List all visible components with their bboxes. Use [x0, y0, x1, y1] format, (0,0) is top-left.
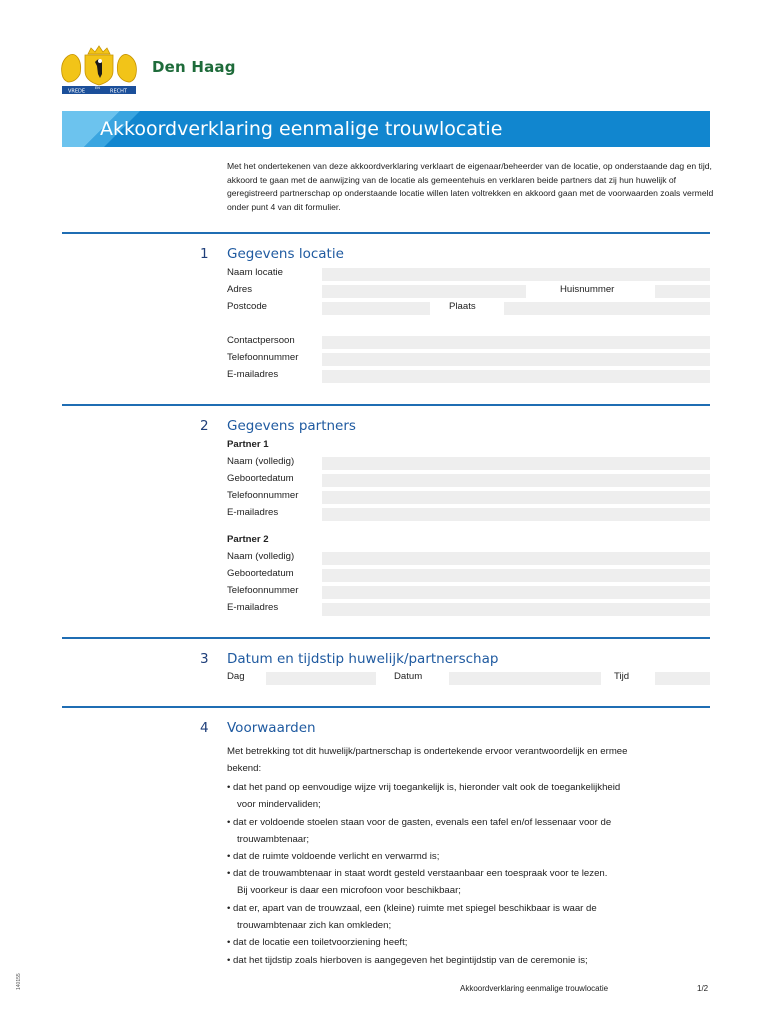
plaats-field[interactable] [504, 302, 710, 315]
partner-1-emailadres-label: E-mailadres [227, 507, 279, 518]
plaats-label: Plaats [449, 301, 476, 312]
tijd-label: Tijd [614, 671, 630, 682]
emailadres-field[interactable] [322, 370, 710, 383]
partner-1-telefoonnummer-field[interactable] [322, 491, 710, 504]
emailadres-label: E-mailadres [227, 369, 279, 380]
voorwaarde-4-cont: Bij voorkeur is daar een microfoon voor beschikbaar; [237, 885, 461, 896]
telefoonnummer-label: Telefoonnummer [227, 352, 299, 363]
telefoonnummer-field[interactable] [322, 353, 710, 366]
brand-name: Den Haag [152, 58, 236, 76]
partner-2-naam-field[interactable] [322, 552, 710, 565]
contactpersoon-label: Contactpersoon [227, 335, 295, 346]
voorwaarde-6: • dat de locatie een toiletvoorziening heeft; [227, 937, 408, 948]
dag-field[interactable] [266, 672, 376, 685]
intro-paragraph: Met het ondertekenen van deze akkoordverklaring verklaart de eigenaar/beheerder van de locatie, op onderstaande dag en tijd, akkoord te gaan met de aanwijzing van de locatie als gemeentehuis en verklaren beide partners dat zij hun huwelijk of geregistreerd partnerschap op onderstaande locatie willen laten voltrekken en akkoord gaan met de voorwaarden zoals vermeld onder punt 4 van dit formulier. [227, 161, 714, 212]
voorwaarde-7: • dat het tijdstip zoals hierboven is aangegeven het begintijdstip van de ceremonie is; [227, 955, 588, 966]
section-divider [62, 232, 710, 234]
partner-1-emailadres-field[interactable] [322, 508, 710, 521]
page-title: Akkoordverklaring eenmalige trouwlocatie [100, 118, 503, 140]
partner-2-geboortedatum-label: Geboortedatum [227, 568, 294, 579]
voorwaarden-intro-line-2: bekend: [227, 763, 262, 774]
section-3-title: Datum en tijdstip huwelijk/partnerschap [227, 651, 499, 667]
partner-2-geboortedatum-field[interactable] [322, 569, 710, 582]
voorwaarde-2-cont: trouwambtenaar; [237, 834, 309, 845]
logo-motto-recht: RECHT [110, 88, 127, 95]
voorwaarde-1-cont: voor mindervaliden; [237, 799, 321, 810]
den-haag-coat-of-arms-logo [58, 44, 140, 96]
huisnummer-field[interactable] [655, 285, 710, 298]
section-3-number: 3 [200, 651, 209, 667]
voorwaarde-5: • dat er, apart van de trouwzaal, een (kleine) ruimte met spiegel beschikbaar is waar de [227, 903, 597, 914]
document-number: 140155 [16, 973, 22, 990]
partner-1-naam-label: Naam (volledig) [227, 456, 295, 467]
voorwaarde-1: • dat het pand op eenvoudige wijze vrij toegankelijk is, hieronder valt ook de toegankelijkheid [227, 782, 621, 793]
voorwaarden-intro-line-1: Met betrekking tot dit huwelijk/partnerschap is ondertekende ervoor verantwoordelijk en ermee [227, 746, 628, 757]
voorwaarde-5-cont: trouwambtenaar zich kan omkleden; [237, 920, 392, 931]
section-4-number: 4 [200, 720, 209, 736]
datum-field[interactable] [449, 672, 601, 685]
partner-1-geboortedatum-field[interactable] [322, 474, 710, 487]
dag-label: Dag [227, 671, 245, 682]
partner-2-emailadres-label: E-mailadres [227, 602, 279, 613]
huisnummer-label: Huisnummer [560, 284, 615, 295]
naam-locatie-label: Naam locatie [227, 267, 283, 278]
partner-1-naam-field[interactable] [322, 457, 710, 470]
section-1-number: 1 [200, 246, 209, 262]
adres-field[interactable] [322, 285, 526, 298]
contactpersoon-field[interactable] [322, 336, 710, 349]
voorwaarde-3: • dat de ruimte voldoende verlicht en verwarmd is; [227, 851, 440, 862]
title-banner [62, 111, 710, 147]
section-1-title: Gegevens locatie [227, 246, 344, 262]
partner-1-telefoonnummer-label: Telefoonnummer [227, 490, 299, 501]
naam-locatie-field[interactable] [322, 268, 710, 281]
partner-1-heading: Partner 1 [227, 439, 269, 450]
adres-label: Adres [227, 284, 253, 295]
datum-label: Datum [394, 671, 423, 682]
postcode-label: Postcode [227, 301, 268, 312]
logo-motto-vrede: VREDE [68, 88, 86, 95]
postcode-field[interactable] [322, 302, 430, 315]
voorwaarde-2: • dat er voldoende stoelen staan voor de gasten, evenals een tafel en/of lessenaar voor de [227, 817, 612, 828]
section-2-number: 2 [200, 418, 209, 434]
partner-2-telefoonnummer-label: Telefoonnummer [227, 585, 299, 596]
section-divider [62, 637, 710, 639]
partner-2-telefoonnummer-field[interactable] [322, 586, 710, 599]
section-divider [62, 706, 710, 708]
partner-2-naam-label: Naam (volledig) [227, 551, 295, 562]
voorwaarde-4: • dat de trouwambtenaar in staat wordt gesteld verstaanbaar een toespraak voor te lezen. [227, 868, 608, 879]
tijd-field[interactable] [655, 672, 710, 685]
section-4-title: Voorwaarden [227, 720, 316, 736]
page-number: 1/2 [697, 984, 709, 993]
section-divider [62, 404, 710, 406]
footer-title: Akkoordverklaring eenmalige trouwlocatie [460, 984, 609, 993]
partner-2-emailadres-field[interactable] [322, 603, 710, 616]
partner-2-heading: Partner 2 [227, 534, 269, 545]
partner-1-geboortedatum-label: Geboortedatum [227, 473, 294, 484]
logo-motto-en: EN [95, 86, 100, 90]
section-2-title: Gegevens partners [227, 418, 356, 434]
